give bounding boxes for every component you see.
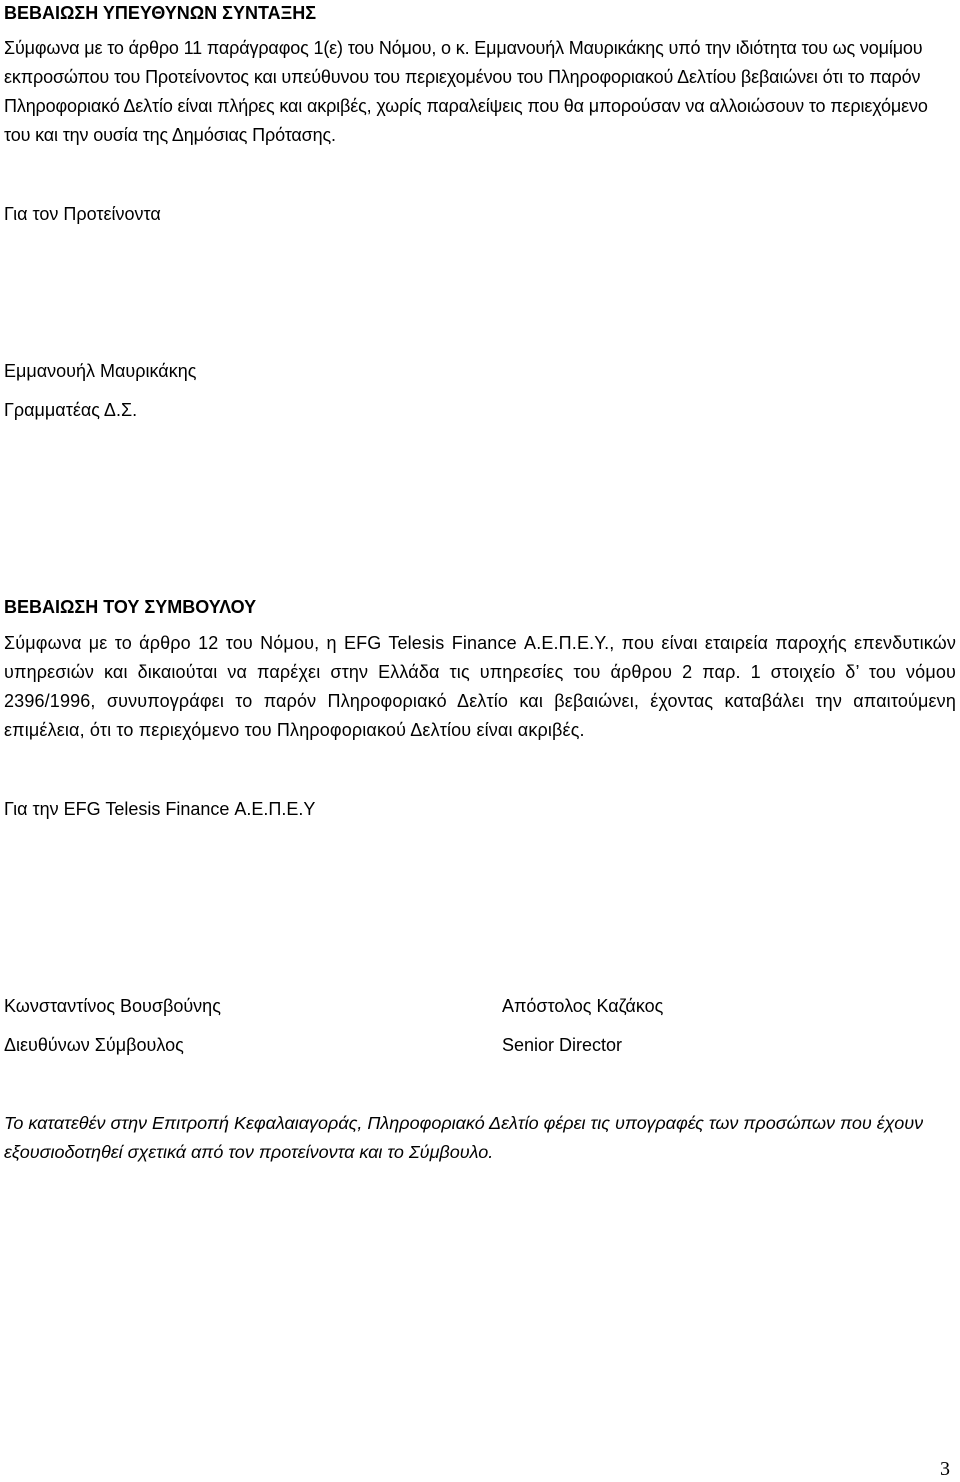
editorial-paragraph [4,34,956,150]
editorial-paragraph-line: Σύμφωνα με το άρθρο 11 παράγραφος 1(ε) του Νόμου, ο κ. Εμμανουήλ Μαυρικάκης υπό την ιδιότητα του ως νομίμου [4,38,923,58]
advisor-signatory-1-title: Διευθύνων Σύμβουλος [4,1035,184,1055]
for-advisor-label: Για την EFG Telesis Finance Α.Ε.Π.Ε.Υ [4,799,316,819]
advisor-signatory-2-name: Απόστολος Καζάκος [502,996,664,1016]
signatory-name: Εμμανουήλ Μαυρικάκης [4,361,197,381]
editorial-heading: ΒΕΒΑΙΩΣΗ ΥΠΕΥΘΥΝΩΝ ΣΥΝΤΑΞΗΣ [4,3,317,23]
page-number: 3 [940,1458,950,1480]
editorial-paragraph-line: εκπροσώπου του Προτείνοντος και υπεύθυνου του περιεχομένου του Πληροφοριακού Δελτίου βεβαιώνει ότι το παρόν [4,67,921,87]
editorial-paragraph-line: Πληροφοριακό Δελτίο είναι πλήρες και ακριβές, χωρίς παραλείψεις που θα μπορούσαν να αλλοιώσουν το περιεχόμενο [4,96,928,116]
editorial-paragraph-line: του και την ουσία της Δημόσιας Πρότασης. [4,125,336,145]
advisor-paragraph: Σύμφωνα με το άρθρο 12 του Νόμου, η EFG Telesis Finance Α.Ε.Π.Ε.Υ., που είναι εταιρεία παροχής επενδυτικών υπηρεσιών και δικαιούται να παρέχει στην Ελλάδα τις υπηρεσίες του άρθρου 2 παρ. 1 στοιχείο δ’ του νόμου 2396/1996, συνυπογράφει το παρόν Πληροφοριακό Δελτίο και βεβαιώνει, έχοντας καταβάλει την απαιτούμενη επιμέλεια, ότι το περιεχόμενο του Πληροφοριακού Δελτίου είναι ακριβές. [4,633,956,740]
advisor-heading: ΒΕΒΑΙΩΣΗ ΤΟΥ ΣΥΜΒΟΥΛΟΥ [4,597,257,617]
advisor-signatory-1-name: Κωνσταντίνος Βουσβούνης [4,996,221,1016]
advisor-signatory-2-title: Senior Director [502,1035,623,1055]
footer-note: Το κατατεθέν στην Επιτροπή Κεφαλαιαγοράς, Πληροφοριακό Δελτίο φέρει τις υπογραφές των προσώπων που έχουν εξουσιοδοτηθεί σχετικά από τον προτείνοντα και το Σύμβουλο. [4,1113,924,1162]
signatory-title: Γραμματέας Δ.Σ. [4,400,138,420]
for-proposer-label: Για τον Προτείνοντα [4,204,161,224]
